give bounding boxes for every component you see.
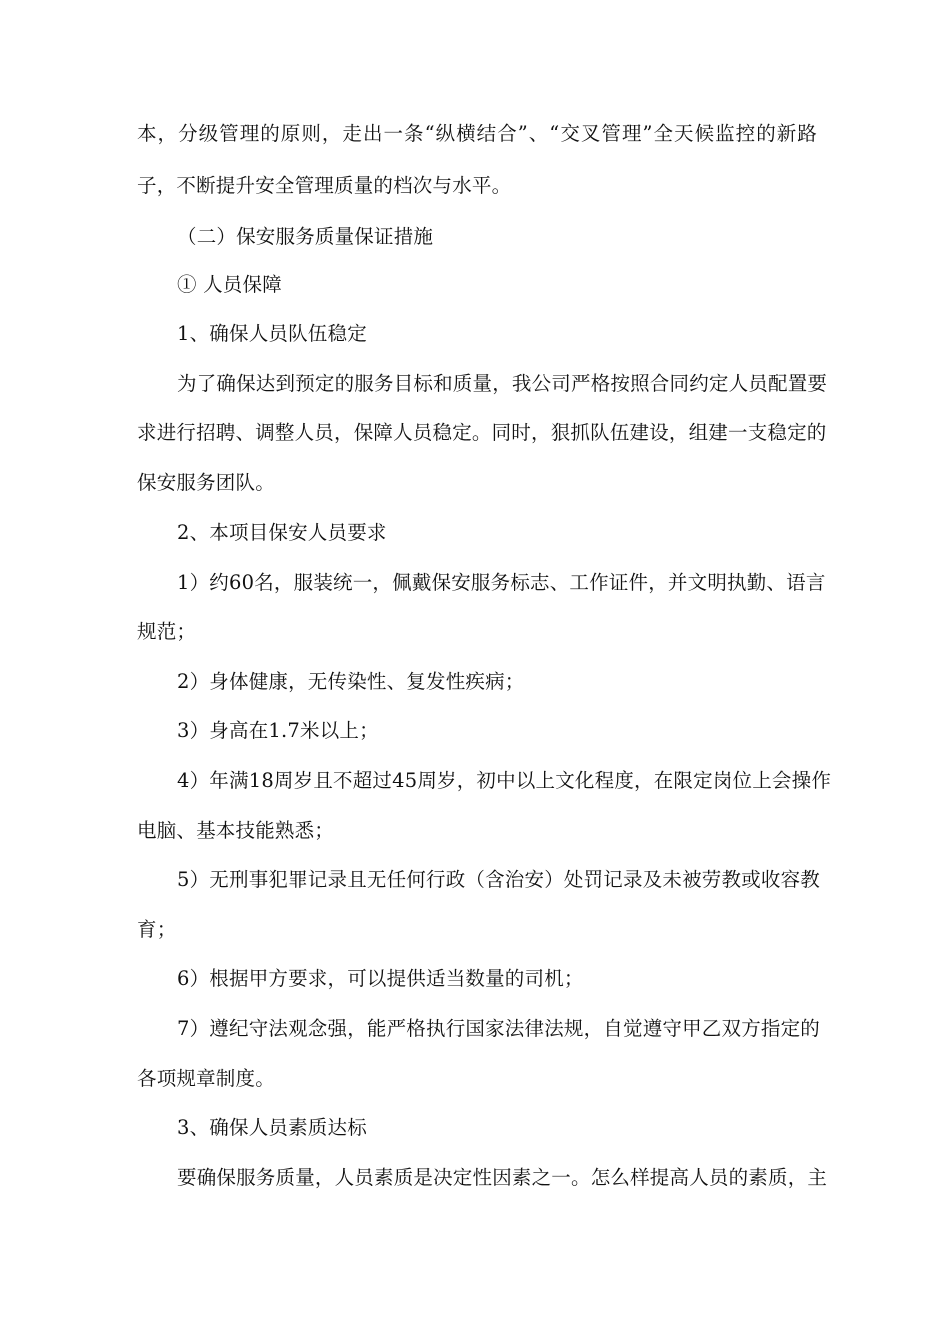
list-item: 1）约60名，服装统一，佩戴保安服务标志、工作证件，并文明执勤、语言 — [177, 571, 826, 594]
item-heading: 2、本项目保安人员要求 — [177, 521, 387, 544]
section-heading: （二）保安服务质量保证措施 — [177, 225, 434, 248]
list-item: 5）无刑事犯罪记录且无任何行政（含治安）处罚记录及未被劳教或收容教 — [177, 868, 821, 891]
list-item-continuation: 育； — [137, 918, 177, 941]
paragraph-line: 保安服务团队。 — [137, 471, 275, 494]
item-heading: 1、确保人员队伍稳定 — [177, 322, 367, 345]
list-item-continuation: 规范； — [137, 620, 197, 643]
list-item: 6）根据甲方要求，可以提供适当数量的司机； — [177, 967, 584, 990]
list-item-continuation: 各项规章制度。 — [137, 1067, 275, 1090]
list-item: 4）年满18周岁且不超过45周岁，初中以上文化程度，在限定岗位上会操作 — [177, 769, 832, 792]
paragraph-line: 要确保服务质量，人员素质是决定性因素之一。怎么样提高人员的素质，主 — [177, 1166, 828, 1189]
subsection-heading: ① 人员保障 — [177, 273, 282, 296]
paragraph-line: 子，不断提升安全管理质量的档次与水平。 — [137, 174, 512, 197]
item-heading: 3、确保人员素质达标 — [177, 1116, 367, 1139]
list-item: 2）身体健康，无传染性、复发性疾病； — [177, 670, 525, 693]
paragraph-line: 本，分级管理的原则，走出一条“纵横结合”、“交叉管理”全天候监控的新路 — [137, 122, 817, 145]
list-item: 7）遵纪守法观念强，能严格执行国家法律法规，自觉遵守甲乙双方指定的 — [177, 1017, 821, 1040]
list-item-continuation: 电脑、基本技能熟悉； — [137, 819, 335, 842]
paragraph-line: 为了确保达到预定的服务目标和质量，我公司严格按照合同约定人员配置要 — [177, 372, 828, 395]
list-item: 3）身高在1.7米以上； — [177, 719, 379, 742]
paragraph-line: 求进行招聘、调整人员，保障人员稳定。同时，狠抓队伍建设，组建一支稳定的 — [137, 421, 827, 444]
